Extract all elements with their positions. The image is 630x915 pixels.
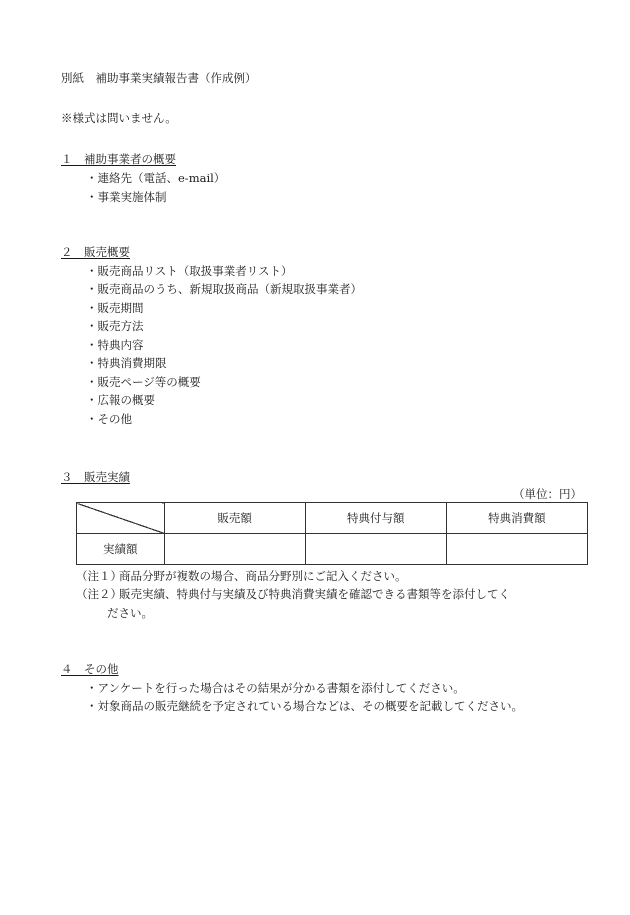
note-1-label: （注１） [76, 569, 122, 583]
column-header-bonus-granted: 特典付与額 [305, 503, 446, 534]
column-header-bonus-consumed: 特典消費額 [446, 503, 587, 534]
sales-results-table [76, 502, 588, 565]
cell-bonus-granted [305, 534, 446, 565]
section-2-item: ・特典内容 [86, 338, 144, 352]
section-2-item: ・特典消費期限 [86, 356, 167, 370]
table-corner-cell [77, 503, 165, 534]
unit-label: （単位：円） [513, 487, 582, 501]
document-title: 別紙 補助事業実績報告書（作成例） [61, 71, 257, 85]
section-4-item-continuation: ・対象商品の販売継続を予定されている場合などは、その概要を記載してください。 [86, 699, 523, 713]
cell-sales [164, 534, 305, 565]
section-2-item: ・広報の概要 [86, 393, 155, 407]
section-2-item: ・販売ページ等の概要 [86, 375, 201, 389]
note-2-label: （注２） [76, 587, 122, 601]
section-1-item-contact: ・連絡先（電話、e-mail） [86, 171, 226, 185]
row-label-results: 実績額 [77, 534, 165, 565]
section-1-heading: １ 補助事業者の概要 [61, 152, 176, 166]
note-2-continuation: ださい。 [107, 606, 153, 620]
section-2-item: ・販売商品のうち、新規取扱商品（新規取扱事業者） [86, 282, 362, 296]
section-3-heading: ３ 販売実績 [61, 470, 130, 484]
table-header-row [77, 503, 588, 534]
section-2-item: ・その他 [86, 412, 132, 426]
table-row [77, 534, 588, 565]
section-2-heading: ２ 販売概要 [61, 245, 130, 259]
format-note: ※様式は問いません。 [61, 111, 177, 125]
section-2-item: ・販売方法 [86, 319, 144, 333]
section-2-item: ・販売期間 [86, 301, 144, 315]
section-1-item-structure: ・事業実施体制 [86, 190, 167, 204]
note-1-text: 商品分野が複数の場合、商品分野別にご記入ください。 [119, 569, 407, 583]
section-4-heading: ４ その他 [61, 662, 119, 676]
section-2-item: ・販売商品リスト（取扱事業者リスト） [86, 264, 293, 278]
column-header-sales: 販売額 [164, 503, 305, 534]
section-4-item-survey: ・アンケートを行った場合はその結果が分かる書類を添付してください。 [86, 681, 465, 695]
note-2-text: 販売実績、特典付与実績及び特典消費実績を確認できる書類等を添付してく [119, 587, 510, 601]
cell-bonus-consumed [446, 534, 587, 565]
